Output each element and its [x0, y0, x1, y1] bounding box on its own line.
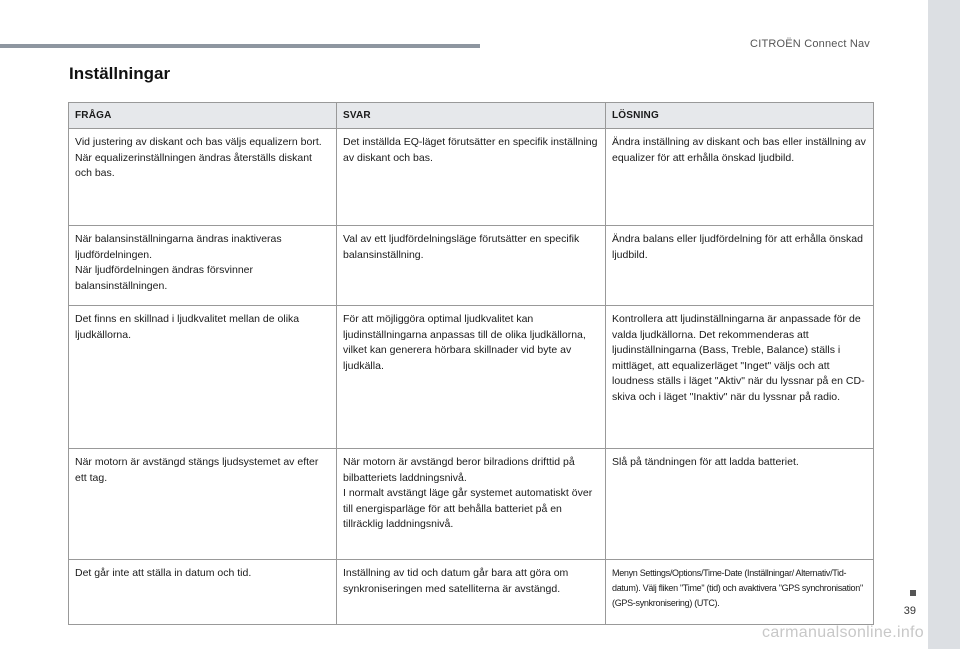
question-cell: När balansinställningarna ändras inaktiveras ljudfördelningen. När ljudfördelningen ändras försvinner balansinställningen. [69, 226, 337, 306]
header-rule [0, 44, 480, 48]
table-row [69, 306, 874, 449]
column-header-solution: LÖSNING [606, 103, 874, 129]
watermark: carmanualsonline.info [762, 624, 924, 641]
table-row [69, 129, 874, 226]
solution-cell: Menyn Settings/Options/Time-Date (Inställningar/ Alternativ/Tid-datum). Välj fliken "Time" (tid) och avaktivera "GPS synchronisation" (GPS-synkronisering) (UTC). [606, 560, 874, 625]
solution-cell: Slå på tändningen för att ladda batteriet. [606, 449, 874, 560]
faq-table [68, 102, 874, 625]
column-header-answer: SVAR [337, 103, 606, 129]
answer-cell: Inställning av tid och datum går bara att göra om synkroniseringen med satelliterna är avstängd. [337, 560, 606, 625]
table-row [69, 226, 874, 306]
question-cell: Vid justering av diskant och bas väljs equalizern bort. När equalizerinställningen ändras återställs diskant och bas. [69, 129, 337, 226]
table-row [69, 449, 874, 560]
question-cell: När motorn är avstängd stängs ljudsystemet av efter ett tag. [69, 449, 337, 560]
solution-cell: Ändra balans eller ljudfördelning för att erhålla önskad ljudbild. [606, 226, 874, 306]
answer-cell: När motorn är avstängd beror bilradions drifttid på bilbatteriets laddningsnivå. I normalt avstängt läge går systemet automatiskt över till energisparläge för att behålla batteriet på en tillräcklig laddningsnivå. [337, 449, 606, 560]
page-marker [910, 590, 916, 596]
question-cell: Det går inte att ställa in datum och tid. [69, 560, 337, 625]
table-header-row [69, 103, 874, 129]
answer-cell: Val av ett ljudfördelningsläge förutsätter en specifik balansinställning. [337, 226, 606, 306]
page-title: Inställningar [69, 64, 171, 83]
solution-cell: Kontrollera att ljudinställningarna är anpassade för de valda ljudkällorna. Det rekommenderas att ljudinställningarna (Bass, Treble, Balance) ställs i mittläget, att equalizerläget "Inget" väljs och att loudness ställs i läget "Aktiv" när du lyssnar på en CD-skiva och i läget "Inaktiv" när du lyssnar på radio. [606, 306, 874, 449]
page-number: 39 [903, 605, 916, 617]
column-header-question: FRÅGA [69, 103, 337, 129]
solution-cell: Ändra inställning av diskant och bas eller inställning av equalizer för att erhålla önskad ljudbild. [606, 129, 874, 226]
brand-label: CITROËN Connect Nav [750, 38, 870, 50]
question-cell: Det finns en skillnad i ljudkvalitet mellan de olika ljudkällorna. [69, 306, 337, 449]
answer-cell: Det inställda EQ-läget förutsätter en specifik inställning av diskant och bas. [337, 129, 606, 226]
answer-cell: För att möjliggöra optimal ljudkvalitet kan ljudinställningarna anpassas till de olika ljudkällorna, vilket kan generera hörbara skillnader vid byte av ljudkälla. [337, 306, 606, 449]
table-row [69, 560, 874, 625]
side-margin-strip [928, 0, 960, 649]
